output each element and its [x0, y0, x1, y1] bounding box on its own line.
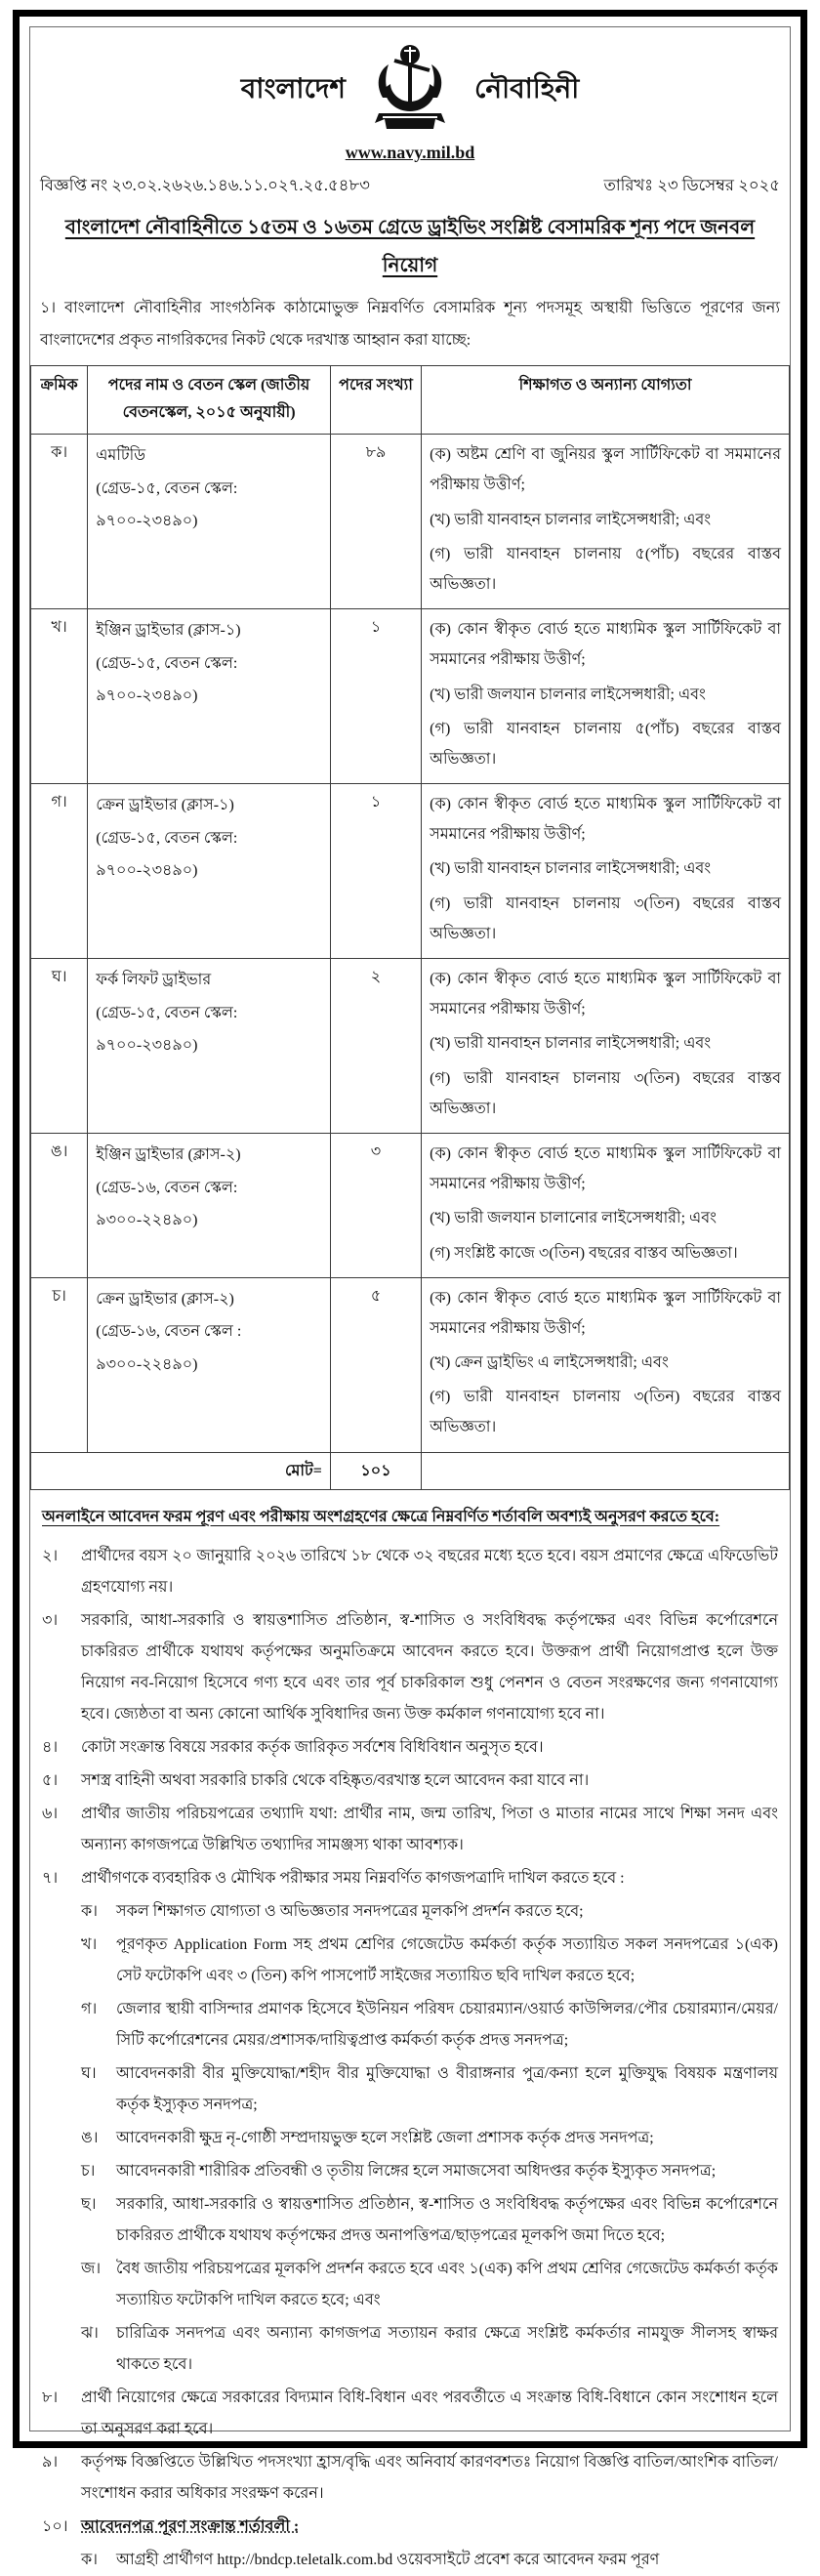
org-name-right: নৌবাহিনী: [474, 74, 580, 105]
condition-number: ৩।: [42, 1611, 59, 1629]
condition-item: [42, 1732, 778, 1764]
qualification-line: (ক) অষ্টম শ্রেণি বা জুনিয়র স্কুল সার্টিফিকেট বা সমমানের পরীক্ষায় উত্তীর্ণ;: [430, 446, 781, 494]
condition-item: [42, 2447, 778, 2510]
condition-subitems: [81, 2545, 778, 2576]
condition-subitem-number: ছ।: [81, 2195, 97, 2213]
meta-row: [30, 163, 790, 199]
total-row: [31, 1452, 790, 1489]
condition-text: প্রার্থী নিয়োগের ক্ষেত্রে সরকারের বিদ্যমান বিধি-বিধান এবং পরবর্তীতে এ সংক্রান্ত বিধি-বিধানে কোন সংশোধন হলে তা অনুসরণ করা হবে।: [81, 2389, 778, 2437]
intro-paragraph: ১। বাংলাদেশ নৌবাহিনীর সাংগঠনিক কাঠামোভুক্ত নিম্নবর্ণিত বেসামরিক শূন্য পদসমূহ অস্থায়ী ভিত্তিতে পূরণের জন্য বাংলাদেশের প্রকৃত নাগরিকদের নিকট থেকে দরখাস্ত আহ্বান করা যাচ্ছে:: [40, 300, 780, 349]
table-row: [31, 609, 790, 784]
condition-subitem: [81, 2123, 778, 2154]
condition-subitem-number: ঝ।: [81, 2324, 99, 2342]
document-inner-frame: [29, 26, 791, 2568]
condition-subitem-number: জ।: [81, 2260, 102, 2277]
serial-cell: খ।: [31, 609, 88, 784]
condition-item: [42, 2512, 778, 2543]
condition-number: ৯।: [42, 2453, 59, 2471]
notice-date: তারিখঃ ২৩ ডিসেম্বর ২০২৫: [603, 176, 780, 194]
qualification-line: (খ) ভারী যানবাহন চালনার লাইসেন্সধারী; এবং: [430, 511, 712, 528]
document-header: [30, 27, 790, 163]
condition-subitem: [81, 1994, 778, 2057]
pay-scale: (গ্রেড-১৫, বেতন স্কেল: ৯৭০০-২৩৪৯০): [96, 829, 238, 880]
column-header: পদের নাম ও বেতন স্কেল (জাতীয় বেতনস্কেল, ২০১৫ অনুযায়ী): [88, 365, 331, 435]
post-cell: [88, 435, 331, 609]
qualification-line: (খ) ভারী জলযান চালানোর লাইসেন্সধারী; এবং: [430, 1210, 717, 1227]
table-row: [31, 784, 790, 959]
count-cell: ১: [330, 609, 421, 784]
qualification-line: (গ) সংশ্লিষ্ট কাজে ৩(তিন) বছরের বাস্তব অভিজ্ঞতা।: [430, 1244, 738, 1262]
condition-item: [42, 2383, 778, 2445]
column-header: ক্রমিক: [31, 365, 88, 435]
qualification-line: (খ) ভারী যানবাহন চালনার লাইসেন্সধারী; এবং: [430, 1035, 712, 1053]
conditions-section: [30, 1490, 790, 2576]
count-cell: ৩: [330, 1133, 421, 1277]
website-link[interactable]: www.navy.mil.bd: [345, 143, 475, 162]
condition-subitem-text: আবেদনকারী ক্ষুদ্র নৃ-গোষ্ঠী সম্প্রদায়ভুক্ত হলে সংশ্লিষ্ট জেলা প্রশাসক কর্তৃক প্রদত্ত সনদপত্র;: [116, 2129, 654, 2146]
qualification-line: (ক) কোন স্বীকৃত বোর্ড হতে মাধ্যমিক স্কুল সার্টিফিকেট বা সমমানের পরীক্ষায় উত্তীর্ণ;: [430, 796, 781, 844]
post-name: এমটিডি: [96, 447, 145, 465]
serial-cell: গ।: [31, 784, 88, 959]
condition-subitem-number: ক।: [81, 2551, 98, 2568]
notice-number: বিজ্ঞপ্তি নং ২৩.০২.২৬২৬.১৪৬.১১.০২৭.২৫.৫৪৮৩: [40, 176, 370, 194]
qualification-cell: [422, 784, 790, 959]
condition-item: [42, 1766, 778, 1797]
org-name: [30, 41, 790, 139]
pay-scale: (গ্রেড-১৫, বেতন স্কেল: ৯৭০০-২৩৪৯০): [96, 479, 238, 530]
post-cell: [88, 959, 331, 1134]
total-empty-cell: [422, 1452, 790, 1489]
condition-subitem: [81, 2254, 778, 2316]
condition-subitem-number: খ।: [81, 1935, 98, 1953]
condition-text: আবেদনপত্র পূরণ সংক্রান্ত শর্তাবলী :: [81, 2517, 300, 2535]
condition-text: কোটা সংক্রান্ত বিষয়ে সরকার কর্তৃক জারিকৃত সর্বশেষ বিধিবিধান অনুসৃত হবে।: [81, 1738, 544, 1756]
serial-cell: চ।: [31, 1277, 88, 1452]
condition-item: [42, 1799, 778, 1861]
count-cell: ৫: [330, 1277, 421, 1452]
page-title: বাংলাদেশ নৌবাহিনীতে ১৫তম ও ১৬তম গ্রেডে ড্রাইভিং সংশ্লিষ্ট বেসামরিক শূন্য পদে জনবল নিয়োগ: [64, 217, 756, 276]
condition-subitem-number: ঘ।: [81, 2064, 97, 2082]
condition-text: সরকারি, আধা-সরকারি ও স্বায়ত্তশাসিত প্রতিষ্ঠান, স্ব-শাসিত ও সংবিধিবদ্ধ কর্তৃপক্ষের এবং বিভিন্ন কর্পোরেশনে চাকরিরত প্রার্থীকে যথাযথ কর্তৃপক্ষের অনুমতিক্রমে আবেদন করতে হবে। উক্তরূপ প্রার্থী নিয়োগপ্রাপ্ত হলে উক্ত নিয়োগ নব-নিয়োগ হিসেবে গণ্য হবে এবং তার পূর্ব চাকরিকাল শুধু পেনশন ও বেতন সংরক্ষণের জন্য গণনাযোগ্য হবে। জ্যেষ্ঠতা বা অন্য কোনো আর্থিক সুবিধাদির জন্য উক্ত কর্মকাল গণনাযোগ্য হবে না।: [81, 1611, 778, 1723]
condition-subitem: [81, 2318, 778, 2381]
count-cell: ২: [330, 959, 421, 1134]
condition-item: [42, 1605, 778, 1730]
post-name: ইঞ্জিন ড্রাইভার (ক্লাস-২): [96, 1145, 241, 1163]
table-row: [31, 1277, 790, 1452]
condition-number: ৬।: [42, 1805, 59, 1822]
post-cell: [88, 609, 331, 784]
vacancy-table: [30, 365, 790, 1490]
post-cell: [88, 1133, 331, 1277]
qualification-line: (ক) কোন স্বীকৃত বোর্ড হতে মাধ্যমিক স্কুল সার্টিফিকেট বা সমমানের পরীক্ষায় উত্তীর্ণ;: [430, 621, 781, 669]
condition-subitem: [81, 2545, 778, 2576]
qualification-line: (ক) কোন স্বীকৃত বোর্ড হতে মাধ্যমিক স্কুল সার্টিফিকেট বা সমমানের পরীক্ষায় উত্তীর্ণ;: [430, 1289, 781, 1337]
condition-number: ৭।: [42, 1869, 59, 1887]
condition-subitem-text: জেলার স্থায়ী বাসিন্দার প্রমাণক হিসেবে ইউনিয়ন পরিষদ চেয়ারম্যান/ওয়ার্ড কাউন্সিলর/পৌর চেয়ারম্যান/মেয়র/সিটি কর্পোরেশনের মেয়র/প্রশাসক/দায়িত্বপ্রাপ্ত কর্মকর্তা কর্তৃক প্রদত্ত সনদপত্র;: [116, 2000, 778, 2049]
notice-document: [13, 10, 807, 2568]
navy-emblem-icon: [365, 41, 455, 139]
condition-subitem-text: চারিত্রিক সনদপত্র এবং অন্যান্য কাগজপত্র সত্যায়ন করার ক্ষেত্রে সংশ্লিষ্ট কর্মকর্তার নামযুক্ত সীলসহ স্বাক্ষর থাকতে হবে।: [116, 2324, 778, 2373]
condition-subitem-text: সকল শিক্ষাগত যোগ্যতা ও অভিজ্ঞতার সনদপত্রের মূলকপি প্রদর্শন করতে হবে;: [116, 1902, 584, 1920]
qualification-line: (খ) ভারী যানবাহন চালনার লাইসেন্সধারী; এবং: [430, 860, 712, 878]
pay-scale: (গ্রেড-১৬, বেতন স্কেল: ৯৩০০-২২৪৯০): [96, 1179, 238, 1229]
conditions-heading: অনলাইনে আবেদন ফরম পূরণ এবং পরীক্ষায় অংশগ্রহণের ক্ষেত্রে নিম্নবর্ণিত শর্তাবলি অবশ্যই অনুসরণ করতে হবে:: [42, 1508, 720, 1525]
org-name-left: বাংলাদেশ: [240, 74, 347, 105]
condition-subitem-number: ক।: [81, 1902, 98, 1920]
condition-subitem: [81, 1930, 778, 1992]
post-name: ক্রেন ড্রাইভার (ক্লাস-১): [96, 797, 234, 814]
count-cell: ১: [330, 784, 421, 959]
qualification-cell: [422, 435, 790, 609]
condition-subitem-text: আবেদনকারী বীর মুক্তিযোদ্ধা/শহীদ বীর মুক্তিযোদ্ধা ও বীরাঙ্গনার পুত্র/কন্যা হলে মুক্তিযুদ্ধ বিষয়ক মন্ত্রণালয় কর্তৃক ইস্যুকৃত সনদপত্র;: [116, 2064, 778, 2113]
table-row: [31, 959, 790, 1134]
condition-subitem-text: সরকারি, আধা-সরকারি ও স্বায়ত্তশাসিত প্রতিষ্ঠান, স্ব-শাসিত ও সংবিধিবদ্ধ কর্তৃপক্ষের এবং বিভিন্ন কর্পোরেশনে চাকরিরত প্রার্থীকে যথাযথ কর্তৃপক্ষের প্রদত্ত অনাপত্তিপত্র/ছাড়পত্রের মূলকপি জমা দিতে হবে;: [116, 2195, 778, 2244]
condition-subitem-text: বৈধ জাতীয় পরিচয়পত্রের মূলকপি প্রদর্শন করতে হবে এবং ১(এক) কপি প্রথম শ্রেণির গেজেটেড কর্মকর্তা কর্তৃক সত্যায়িত ফটোকপি দাখিল করতে হবে; এবং: [116, 2260, 778, 2308]
serial-cell: ক।: [31, 435, 88, 609]
qualification-cell: [422, 1277, 790, 1452]
post-name: ইঞ্জিন ড্রাইভার (ক্লাস-১): [96, 622, 241, 640]
condition-text: কর্তৃপক্ষ বিজ্ঞপ্তিতে উল্লিখিত পদসংখ্যা হ্রাস/বৃদ্ধি এবং অনিবার্য কারণবশতঃ নিয়োগ বিজ্ঞপ্তি বাতিল/আংশিক বাতিল/সংশোধন করার অধিকার সংরক্ষণ করেন।: [81, 2453, 778, 2502]
pay-scale: (গ্রেড-১৬, বেতন স্কেল : ৯৩০০-২২৪৯০): [96, 1323, 242, 1373]
condition-subitem-text: পূরণকৃত Application Form সহ প্রথম শ্রেণির গেজেটেড কর্মকর্তা কর্তৃক সত্যায়িত সকল সনদপত্রের ১(এক) সেট ফটোকপি এবং ৩ (তিন) কপি পাসপোর্ট সাইজের সত্যায়িত ছবি দাখিল করতে হবে;: [116, 1935, 778, 1984]
qualification-line: (খ) ভারী জলযান চালনার লাইসেন্সধারী; এবং: [430, 686, 706, 703]
total-label-cell: মোট=: [31, 1452, 331, 1489]
qualification-line: (গ) ভারী যানবাহন চালনায় ৫(পাঁচ) বছরের বাস্তব অভিজ্ঞতা।: [430, 720, 781, 768]
condition-number: ১০।: [42, 2517, 68, 2535]
condition-subitem-text: আবেদনকারী শারীরিক প্রতিবন্ধী ও তৃতীয় লিঙ্গের হলে সমাজসেবা অধিদপ্তর কর্তৃক ইস্যুকৃত সনদপত্র;: [116, 2162, 717, 2180]
condition-item: [42, 1541, 778, 1603]
condition-item: [42, 1863, 778, 1894]
qualification-cell: [422, 959, 790, 1134]
column-header: পদের সংখ্যা: [330, 365, 421, 435]
condition-number: ২।: [42, 1547, 59, 1564]
qualification-cell: [422, 609, 790, 784]
post-cell: [88, 1277, 331, 1452]
table-row: [31, 435, 790, 609]
condition-text: প্রার্থীগণকে ব্যবহারিক ও মৌখিক পরীক্ষার সময় নিম্নবর্ণিত কাগজপত্রাদি দাখিল করতে হবে :: [81, 1869, 625, 1887]
condition-subitem-number: গ।: [81, 2000, 98, 2017]
condition-text: সশস্ত্র বাহিনী অথবা সরকারি চাকরি থেকে বহিষ্কৃত/বরখাস্ত হলে আবেদন করা যাবে না।: [81, 1771, 590, 1789]
qualification-line: (ক) কোন স্বীকৃত বোর্ড হতে মাধ্যমিক স্কুল সার্টিফিকেট বা সমমানের পরীক্ষায় উত্তীর্ণ;: [430, 1144, 781, 1193]
qualification-line: (গ) ভারী যানবাহন চালনায় ৩(তিন) বছরের বাস্তব অভিজ্ঞতা।: [430, 1069, 781, 1117]
condition-subitem: [81, 1896, 778, 1928]
post-cell: [88, 784, 331, 959]
condition-subitem: [81, 2156, 778, 2187]
total-value-cell: ১০১: [330, 1452, 421, 1489]
pay-scale: (গ্রেড-১৫, বেতন স্কেল: ৯৭০০-২৩৪৯০): [96, 654, 238, 705]
condition-number: ৪।: [42, 1738, 59, 1756]
condition-subitem: [81, 2058, 778, 2121]
pay-scale: (গ্রেড-১৫, বেতন স্কেল: ৯৭০০-২৩৪৯০): [96, 1004, 238, 1055]
condition-subitem-number: ঙ।: [81, 2129, 99, 2146]
qualification-line: (গ) ভারী যানবাহন চালনায় ৫(পাঁচ) বছরের বাস্তব অভিজ্ঞতা।: [430, 545, 781, 593]
condition-number: ৫।: [42, 1771, 59, 1789]
condition-subitem: [81, 2189, 778, 2252]
qualification-line: (ক) কোন স্বীকৃত বোর্ড হতে মাধ্যমিক স্কুল সার্টিফিকেট বা সমমানের পরীক্ষায় উত্তীর্ণ;: [430, 971, 781, 1018]
qualification-line: (গ) ভারী যানবাহন চালনায় ৩(তিন) বছরের বাস্তব অভিজ্ঞতা।: [430, 1389, 781, 1436]
vacancy-table-head: [31, 365, 790, 435]
condition-text: প্রার্থীদের বয়স ২০ জানুয়ারি ২০২৬ তারিখে ১৮ থেকে ৩২ বছরের মধ্যে হতে হবে। বয়স প্রমাণের ক্ষেত্রে এফিডেভিট গ্রহণযোগ্য নয়।: [81, 1547, 778, 1596]
serial-cell: ঙ।: [31, 1133, 88, 1277]
qualification-line: (গ) ভারী যানবাহন চালনায় ৩(তিন) বছরের বাস্তব অভিজ্ঞতা।: [430, 894, 781, 942]
column-header: শিক্ষাগত ও অন্যান্য যোগ্যতা: [422, 365, 790, 435]
qualification-cell: [422, 1133, 790, 1277]
qualification-line: (খ) ক্রেন ড্রাইভিং এ লাইসেন্সধারী; এবং: [430, 1354, 669, 1372]
post-name: ফর্ক লিফট ড্রাইভার: [96, 972, 212, 988]
condition-subitems: [81, 1896, 778, 2381]
condition-subitem-number: চ।: [81, 2162, 96, 2180]
condition-subitem-text: আগ্রহী প্রার্থীগণ http://bndcp.teletalk.com.bd ওয়েবসাইটে প্রবেশ করে আবেদন ফরম পূরণ: [116, 2551, 660, 2568]
count-cell: ৮৯: [330, 435, 421, 609]
condition-text: প্রার্থীর জাতীয় পরিচয়পত্রের তথ্যাদি যথা: প্রার্থীর নাম, জন্ম তারিখ, পিতা ও মাতার নামের সাথে শিক্ষা সনদ এবং অন্যান্য কাগজপত্রে উল্লিখিত তথ্যাদির সামঞ্জস্য থাকা আবশ্যক।: [81, 1805, 778, 1853]
serial-cell: ঘ।: [31, 959, 88, 1134]
table-row: [31, 1133, 790, 1277]
post-name: ক্রেন ড্রাইভার (ক্লাস-২): [96, 1290, 234, 1308]
condition-number: ৮।: [42, 2389, 59, 2406]
